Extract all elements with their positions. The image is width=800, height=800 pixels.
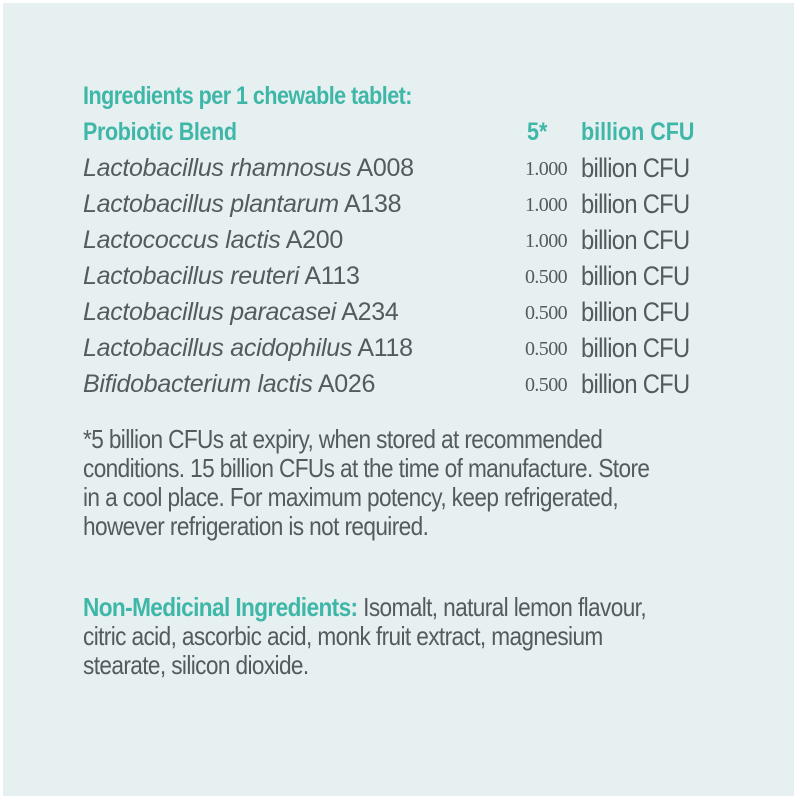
strain-species: Lactococcus lactis: [83, 226, 281, 254]
strain-row: [83, 366, 723, 402]
strain-code: A113: [304, 262, 360, 290]
strain-code: A234: [341, 298, 399, 326]
strain-species: Lactobacillus acidophilus: [83, 334, 353, 362]
strain-code: A008: [356, 154, 414, 182]
non-medicinal-line: stearate, silicon dioxide.: [83, 650, 309, 680]
strain-unit: billion CFU: [581, 369, 690, 399]
strain-row: [83, 222, 723, 258]
strain-amount: 0.500: [525, 338, 568, 360]
strain-unit: billion CFU: [581, 225, 690, 255]
strain-unit: billion CFU: [581, 297, 690, 327]
strain-name: [83, 330, 413, 366]
strain-amount: 0.500: [525, 266, 568, 288]
strain-row: [83, 186, 723, 222]
blend-amount: 5*: [527, 118, 548, 146]
non-medicinal-label: Non-Medicinal Ingredients:: [83, 592, 358, 622]
strain-amount: 1.000: [525, 194, 568, 216]
non-medicinal-ingredients: [83, 593, 692, 680]
footnote-line: *5 billion CFUs at expiry, when stored at recommended: [83, 424, 603, 454]
strain-amount: 1.000: [525, 158, 568, 180]
probiotic-blend-row: [83, 115, 723, 149]
strain-name: [83, 186, 401, 222]
strain-row: [83, 294, 723, 330]
strain-amount: 0.500: [525, 302, 568, 324]
strain-amount: 0.500: [525, 374, 568, 396]
strain-species: Lactobacillus plantarum: [83, 190, 339, 218]
strain-name: [83, 222, 343, 258]
storage-footnote: [83, 425, 692, 541]
blend-label: Probiotic Blend: [83, 118, 237, 146]
strain-row: [83, 150, 723, 186]
strain-species: Lactobacillus rhamnosus: [83, 154, 352, 182]
strain-species: Lactobacillus reuteri: [83, 262, 300, 290]
footnote-line: however refrigeration is not required.: [83, 511, 429, 541]
strain-name: [83, 366, 375, 402]
footnote-line: conditions. 15 billion CFUs at the time of manufacture. Store: [83, 453, 650, 483]
strain-code: A118: [357, 334, 413, 362]
strain-species: Lactobacillus paracasei: [83, 298, 336, 326]
ingredients-heading: Ingredients per 1 chewable tablet:: [83, 82, 412, 110]
strain-name: [83, 294, 398, 330]
strain-unit: billion CFU: [581, 153, 690, 183]
strain-code: A200: [285, 226, 343, 254]
strain-code: A138: [344, 190, 402, 218]
footnote-line: in a cool place. For maximum potency, keep refrigerated,: [83, 482, 619, 512]
strain-name: [83, 150, 414, 186]
strain-unit: billion CFU: [581, 189, 690, 219]
strain-row: [83, 330, 723, 366]
non-medicinal-line: citric acid, ascorbic acid, monk fruit extract, magnesium: [83, 621, 603, 651]
non-medicinal-first-line: Isomalt, natural lemon flavour,: [357, 592, 647, 622]
strain-unit: billion CFU: [581, 261, 690, 291]
strain-species: Bifidobacterium lactis: [83, 370, 313, 398]
strain-row: [83, 258, 723, 294]
strain-code: A026: [317, 370, 376, 398]
ingredients-panel: [3, 3, 794, 796]
strain-amount: 1.000: [525, 230, 568, 252]
blend-unit: billion CFU: [581, 118, 695, 146]
strain-unit: billion CFU: [581, 333, 690, 363]
strain-name: [83, 258, 360, 294]
